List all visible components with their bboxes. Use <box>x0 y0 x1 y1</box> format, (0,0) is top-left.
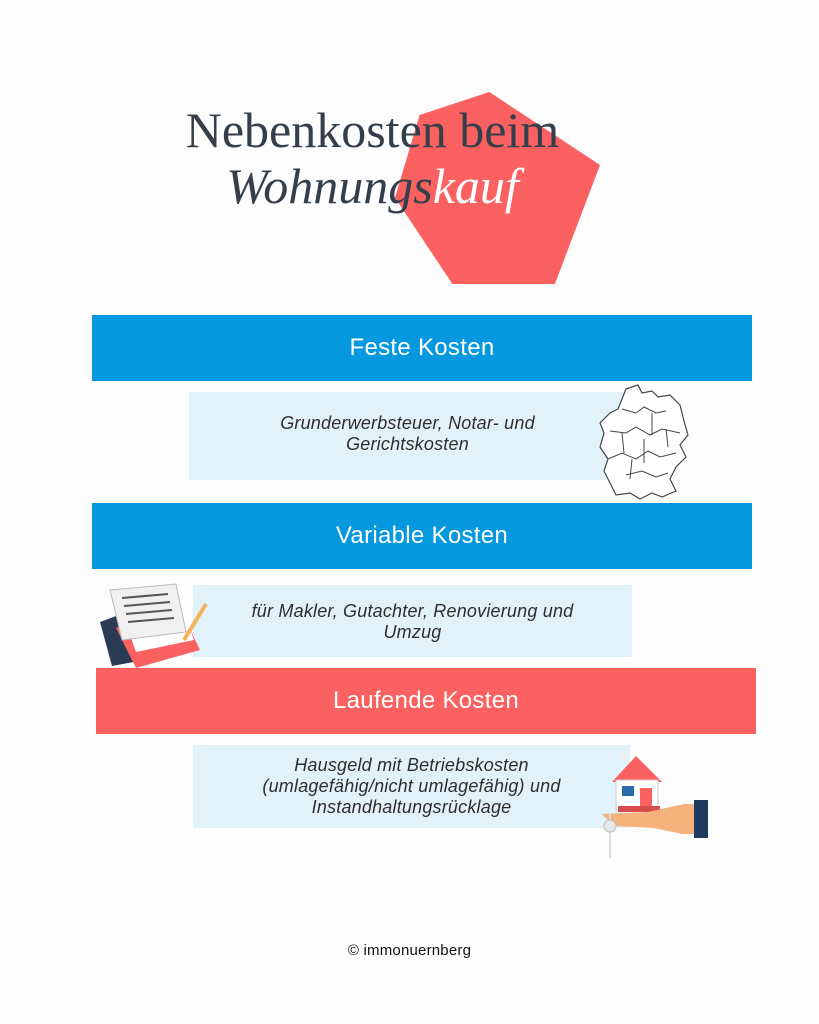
copyright-text: © immonuernberg <box>347 942 472 959</box>
variable-costs-text-line2: Umzug <box>383 622 442 642</box>
section-box-running-costs <box>193 745 630 828</box>
running-costs-text-line2: (umlagefähig/nicht umlagefähig) und <box>262 776 561 796</box>
variable-costs-text-line1: für Makler, Gutachter, Renovierung und <box>251 601 574 621</box>
page-title-line2 <box>0 156 745 216</box>
section-box-variable-costs <box>193 585 632 657</box>
title-word-part1: Wohnungs <box>226 158 433 214</box>
section-heading-fixed-costs: Feste Kosten <box>92 315 752 381</box>
section-heading-running-costs: Laufende Kosten <box>96 668 756 734</box>
section-heading-variable-costs: Variable Kosten <box>92 503 752 569</box>
page-title-line1: Nebenkosten beim <box>185 102 560 158</box>
running-costs-text-line3: Instandhaltungsrücklage <box>311 797 512 817</box>
documents-icon <box>96 582 212 668</box>
germany-map-icon <box>596 383 692 501</box>
fixed-costs-text-line1: Grunderwerbsteuer, Notar- und <box>280 413 535 433</box>
running-costs-text-line1: Hausgeld mit Betriebskosten <box>294 755 529 775</box>
house-in-hand-icon <box>598 750 710 862</box>
fixed-costs-text-line2: Gerichtskosten <box>346 434 469 454</box>
section-box-fixed-costs <box>189 392 626 480</box>
title-word-part2: kauf <box>432 158 519 214</box>
